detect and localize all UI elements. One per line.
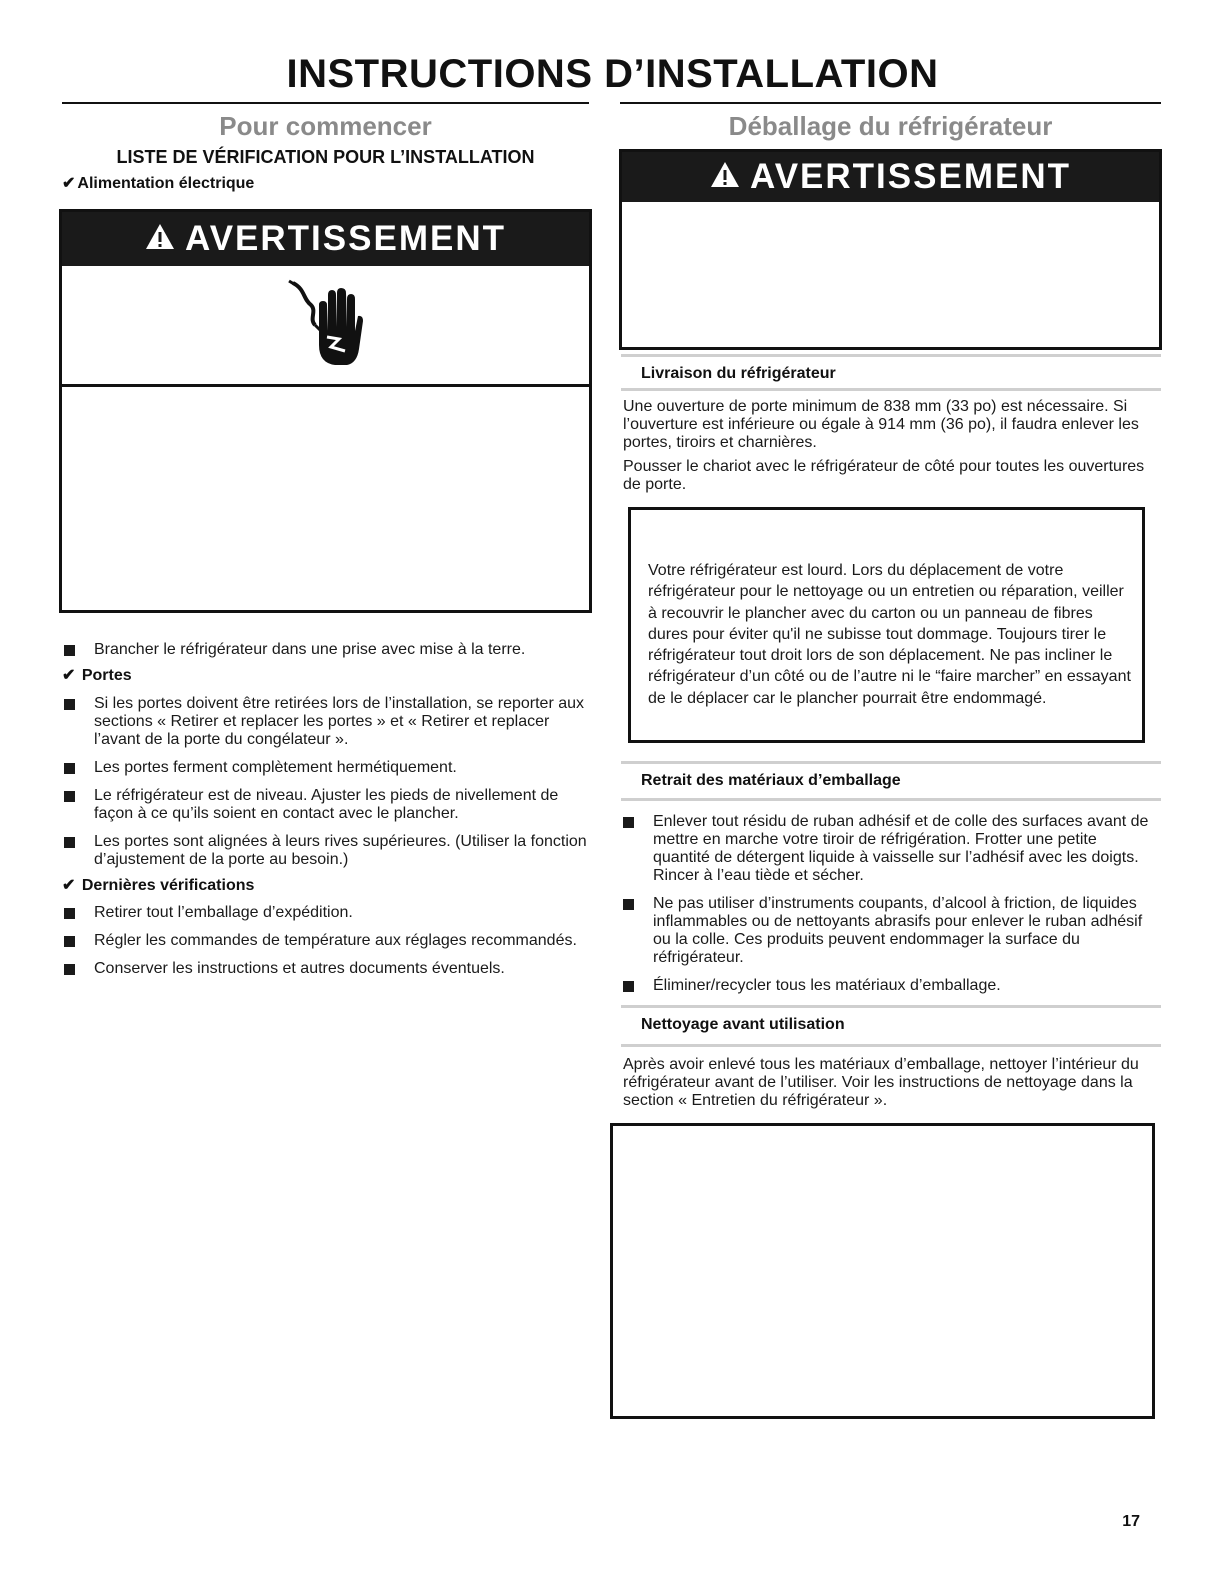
bullet-square-icon: [64, 936, 75, 947]
bullet-square-icon: [64, 908, 75, 919]
notice-text: Votre réfrigérateur est lourd. Lors du déplacement de votre réfrigérateur pour le nettoyage ou un entretien ou réparation, veiller à recouvrir le plancher avec du carton ou un panneau de fibres dures pour éviter qu'il ne subisse tout dommage. Toujours tirer le réfrigérateur tout droit lors de son déplacement. Ne pas incliner le réfrigérateur d’un côté ou de l’autre ni le “faire marcher” en essayant de le déplacer car le plancher pourrait être endommagé.: [648, 562, 1131, 707]
warning-label: AVERTISSEMENT: [750, 157, 1071, 196]
warning-symbol-area: [62, 266, 589, 387]
section-title-unpacking: Déballage du réfrigérateur: [728, 111, 1053, 141]
checklist-doors-heading: [62, 665, 132, 685]
list-item: Le réfrigérateur est de niveau. Ajuster les pieds de nivellement de façon à ce qu’ils soient en contact avec le plancher.: [62, 787, 594, 823]
list-item: Les portes ferment complètement hermétiquement.: [62, 759, 594, 777]
checklist-final-heading: [62, 875, 254, 895]
warning-header: [622, 152, 1159, 202]
delivery-heading: Livraison du réfrigérateur: [621, 354, 1161, 391]
bullet-square-icon: [64, 964, 75, 975]
warning-header: [62, 212, 589, 266]
checklist-title: LISTE DE VÉRIFICATION POUR L’INSTALLATION: [116, 147, 535, 167]
checkmark-icon: ✔: [62, 667, 76, 684]
list-item: Retirer tout l’emballage d’expédition.: [62, 904, 589, 922]
electrical-label: Alimentation électrique: [77, 175, 255, 192]
bullet-square-icon: [64, 791, 75, 802]
checkmark-icon: ✔: [62, 175, 76, 192]
packaging-removal-heading: Retrait des matériaux d’emballage: [621, 761, 1161, 801]
left-header-rule: [62, 102, 589, 104]
unpacking-warning-box: [619, 149, 1162, 350]
cleaning-notice-box: [610, 1123, 1155, 1419]
cleaning-paragraph: Après avoir enlevé tous les matériaux d’emballage, nettoyer l’intérieur du réfrigérateur avant de l’utiliser. Voir les instructions de nettoyage dans la section « Entretien du réfrigérateur ».: [623, 1056, 1139, 1109]
checklist-electrical-heading: [62, 173, 254, 193]
doors-label: Portes: [81, 667, 132, 684]
bullet-square-icon: [623, 899, 634, 910]
electrical-bullet-list: [62, 641, 589, 669]
final-checks-label: Dernières vérifications: [81, 877, 255, 894]
warning-label: AVERTISSEMENT: [185, 219, 506, 258]
packaging-removal-bullet-list: [621, 813, 1151, 1005]
doors-bullet-list: [62, 695, 594, 879]
heavy-refrigerator-notice-box: [628, 507, 1145, 743]
list-item: Éliminer/recycler tous les matériaux d’emballage.: [621, 977, 1151, 995]
list-item: Enlever tout résidu de ruban adhésif et de colle des surfaces avant de mettre en marche votre tiroir de réfrigération. Frotter une petite quantité de détergent liquide à vaisselle sur l’adhésif avec les doigts. Rincer à l’eau tiède et sécher.: [621, 813, 1151, 885]
final-checks-bullet-list: [62, 904, 589, 988]
warning-triangle-icon: [710, 157, 740, 197]
section-title-getting-started: Pour commencer: [219, 111, 432, 141]
bullet-square-icon: [64, 837, 75, 848]
bullet-square-icon: [64, 699, 75, 710]
bullet-square-icon: [64, 645, 75, 656]
bullet-square-icon: [623, 817, 634, 828]
delivery-paragraph: Une ouverture de porte minimum de 838 mm (33 po) est nécessaire. Si l’ouverture est inférieure ou égale à 914 mm (36 po), il faudra enlever les portes, tiroirs et charnières.: [623, 398, 1139, 451]
list-item: Conserver les instructions et autres documents éventuels.: [62, 960, 589, 978]
checkmark-icon: ✔: [62, 877, 76, 894]
page-number: 17: [1122, 1513, 1140, 1530]
bullet-square-icon: [623, 981, 634, 992]
list-item: Les portes sont alignées à leurs rives supérieures. (Utiliser la fonction d’ajustement de la porte au besoin.): [62, 833, 594, 869]
list-item: Brancher le réfrigérateur dans une prise avec mise à la terre.: [62, 641, 589, 659]
list-item: Ne pas utiliser d’instruments coupants, d’alcool à friction, de liquides inflammables ou de nettoyants abrasifs pour enlever le ruban adhésif ou la colle. Ces produits peuvent endommager la surface du réfrigérateur.: [621, 895, 1151, 967]
list-item: Si les portes doivent être retirées lors de l’installation, se reporter aux sections « Retirer et replacer les portes » et « Retirer et replacer l’avant de la porte du congélateur ».: [62, 695, 594, 749]
warning-triangle-icon: [145, 219, 175, 259]
electric-shock-hazard-icon: [281, 275, 371, 376]
list-item: Régler les commandes de température aux réglages recommandés.: [62, 932, 589, 950]
delivery-paragraph: Pousser le chariot avec le réfrigérateur de côté pour toutes les ouvertures de porte.: [623, 458, 1145, 493]
bullet-square-icon: [64, 763, 75, 774]
cleaning-heading: Nettoyage avant utilisation: [621, 1005, 1161, 1047]
right-header-rule: [620, 102, 1161, 104]
page-title: INSTRUCTIONS D’INSTALLATION: [286, 52, 939, 96]
electrical-warning-box: [59, 209, 592, 613]
